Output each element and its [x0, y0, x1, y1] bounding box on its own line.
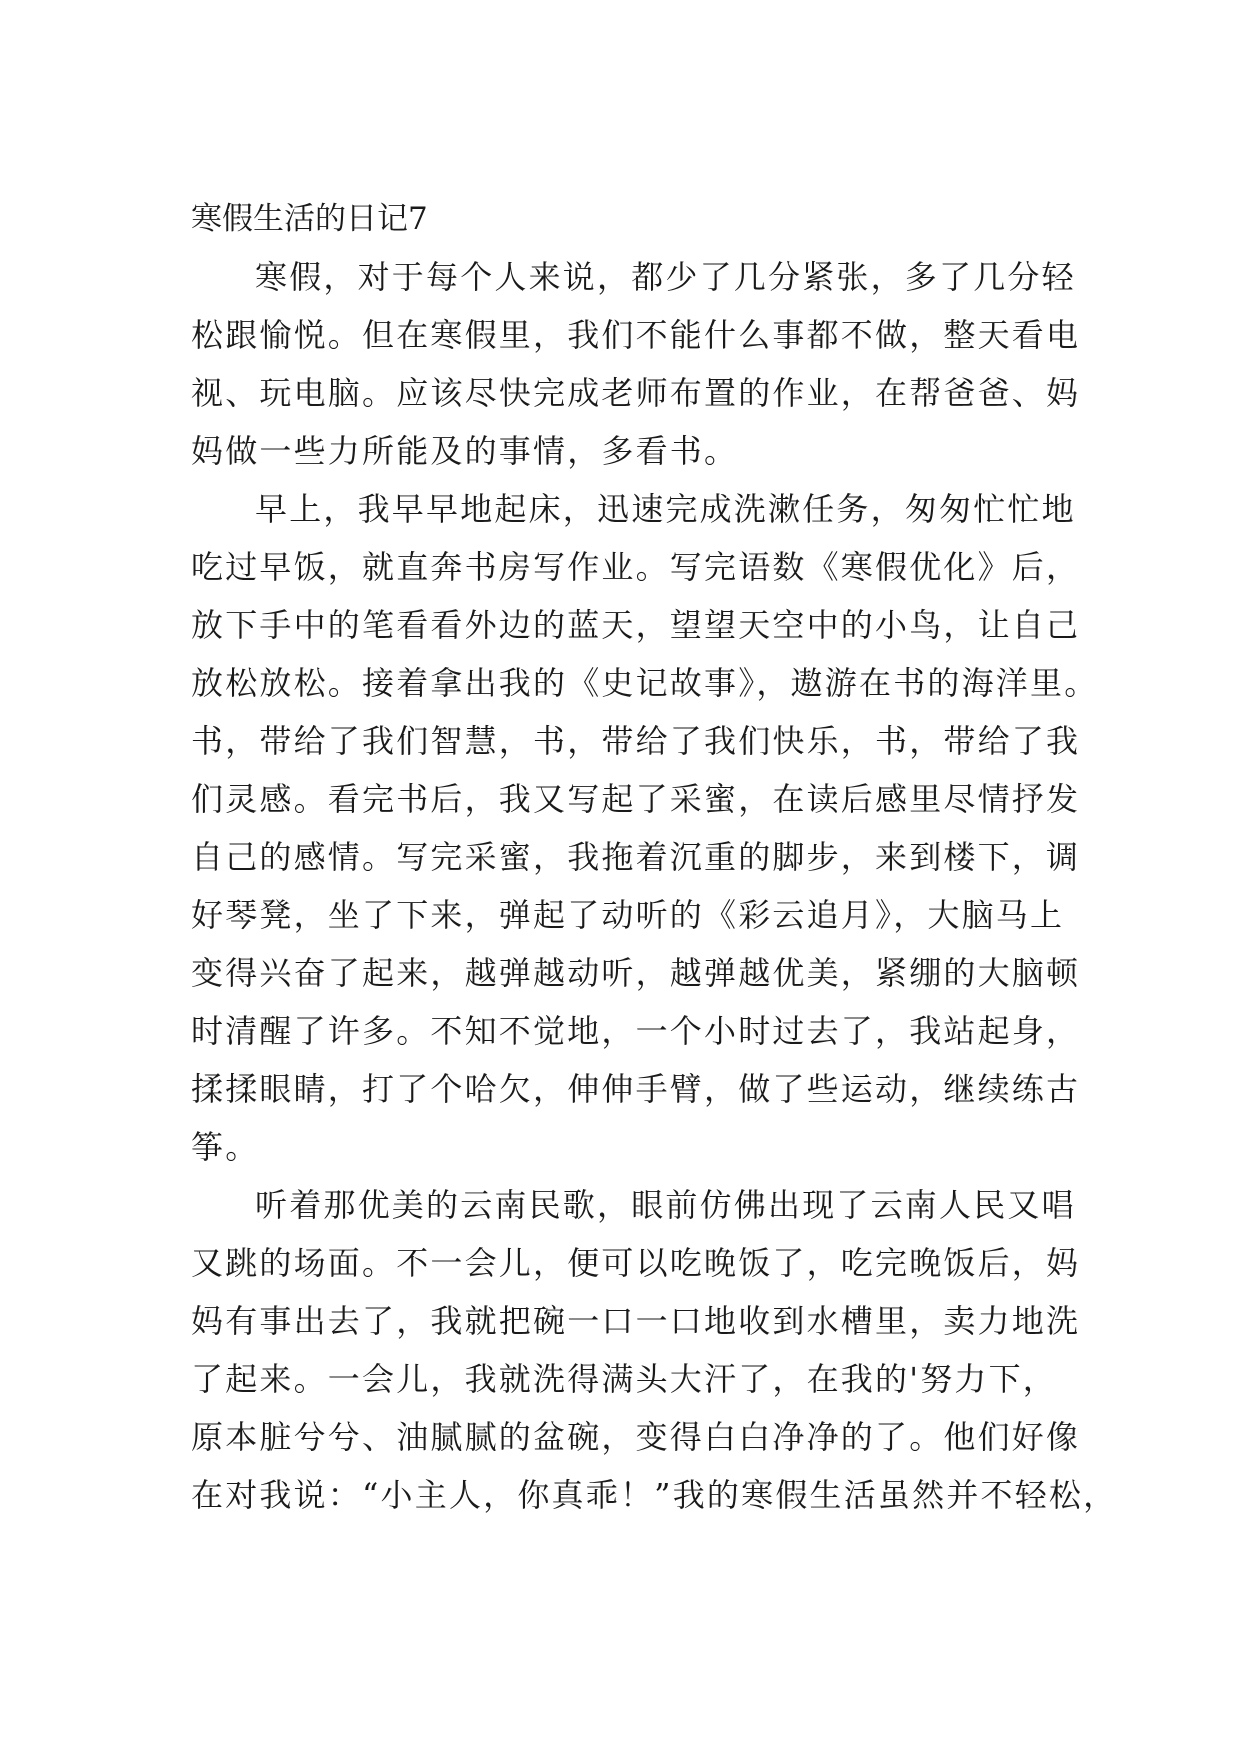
text-line: 原本脏兮兮、油腻腻的盆碗，变得白白净净的了。他们好像: [191, 1418, 1081, 1456]
text-line: 在对我说：“小主人，你真乖！”我的寒假生活虽然并不轻松，: [191, 1476, 1118, 1514]
paragraph-1: [191, 248, 1081, 480]
text-line: 妈有事出去了，我就把碗一口一口地收到水槽里，卖力地洗: [191, 1302, 1081, 1340]
text-line: 们灵感。看完书后，我又写起了采蜜，在读后感里尽情抒发: [191, 780, 1081, 818]
text-line: 揉揉眼睛，打了个哈欠，伸伸手臂，做了些运动，继续练古: [191, 1070, 1081, 1108]
text-line: 好琴凳，坐了下来，弹起了动听的《彩云追月》，大脑马上: [191, 896, 1065, 934]
text-line: 早上，我早早地起床，迅速完成洗漱任务，匆匆忙忙地: [255, 490, 1076, 528]
text-line: 书，带给了我们智慧，书，带给了我们快乐，书，带给了我: [191, 722, 1081, 760]
paragraph-3: [191, 1176, 1118, 1524]
text-line: 听着那优美的云南民歌，眼前仿佛出现了云南人民又唱: [255, 1186, 1076, 1224]
text-line: 筝。: [191, 1128, 260, 1166]
document-title: 寒假生活的日记7: [191, 201, 428, 237]
text-line: 时清醒了许多。不知不觉地，一个小时过去了，我站起身，: [191, 1012, 1081, 1050]
text-line: 放松放松。接着拿出我的《史记故事》，遨游在书的海洋里。: [191, 664, 1099, 702]
text-line: 吃过早饭，就直奔书房写作业。写完语数《寒假优化》后，: [191, 548, 1081, 586]
text-line: 寒假，对于每个人来说，都少了几分紧张，多了几分轻: [255, 258, 1076, 296]
document-body: [191, 190, 1118, 1524]
text-line: 又跳的场面。不一会儿，便可以吃晚饭了，吃完晚饭后，妈: [191, 1244, 1081, 1282]
text-line: 自己的感情。写完采蜜，我拖着沉重的脚步，来到楼下，调: [191, 838, 1081, 876]
paragraph-2: [191, 480, 1099, 1176]
text-line: 松跟愉悦。但在寒假里，我们不能什么事都不做，整天看电: [191, 316, 1081, 354]
text-line: 变得兴奋了起来，越弹越动听，越弹越优美，紧绷的大脑顿: [191, 954, 1081, 992]
text-line: 放下手中的笔看看外边的蓝天，望望天空中的小鸟，让自己: [191, 606, 1081, 644]
text-line: 妈做一些力所能及的事情，多看书。: [191, 432, 739, 470]
text-line: 视、玩电脑。应该尽快完成老师布置的作业，在帮爸爸、妈: [191, 374, 1081, 412]
text-line: 了起来。一会儿，我就洗得满头大汗了，在我的'努力下，: [191, 1360, 1057, 1398]
